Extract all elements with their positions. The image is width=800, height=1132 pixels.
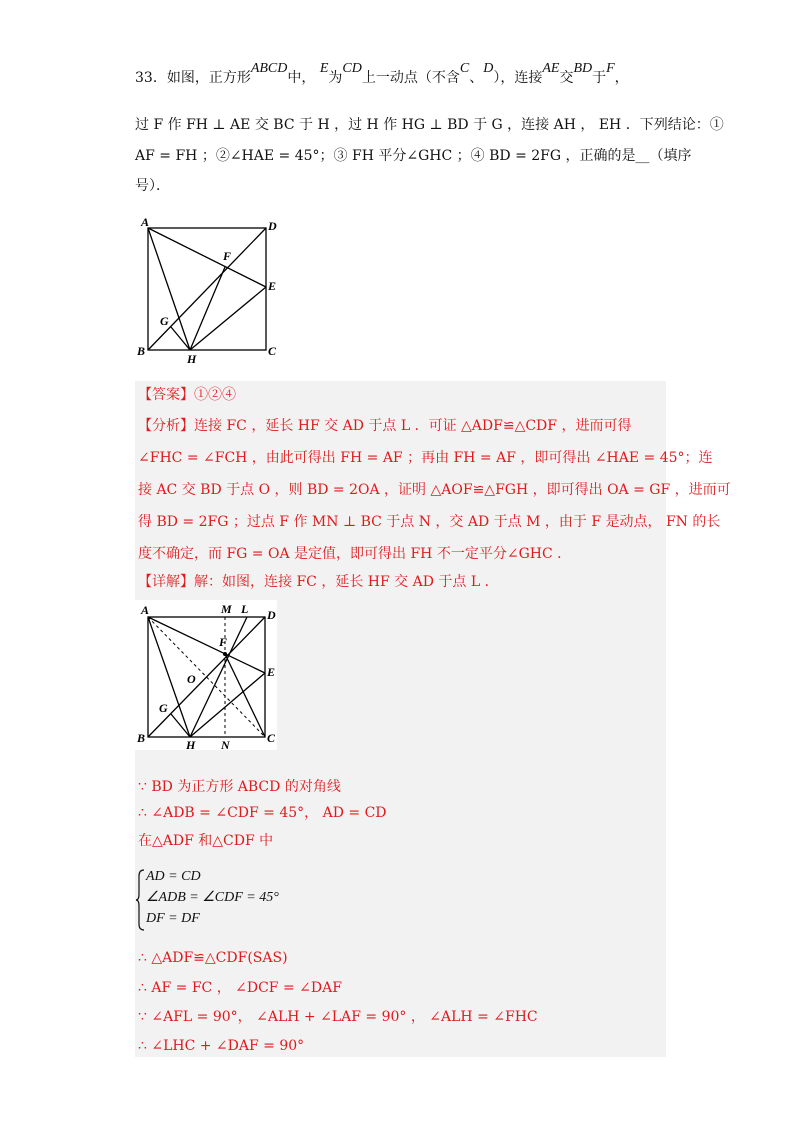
label-c: C [268,344,277,358]
question-line-2: 过 F 作 FH ⊥ AE 交 BC 于 H ，过 H 作 HG ⊥ BD 于 G ，连接 AH ， EH ．下列结论：① [135,117,724,133]
text: 为 [328,70,343,86]
math-c: C [459,61,470,76]
analysis-line-5: 度不确定，而 FG = OA 是定值，即可得出 FH 不一定平分∠GHC ． [138,546,572,562]
text: ），连接 [493,70,543,86]
proof-line-4: ∴ △ADF≌△CDF(SAS) [138,950,288,966]
segment-hg-2 [171,714,190,737]
label-d-2: D [267,608,276,622]
text: 于 [592,70,607,86]
question-line-1 [135,61,629,89]
label-m: M [221,602,232,616]
detail-intro: 解：如图，连接 FC ，延长 HF 交 AD 于点 L ． [194,574,499,590]
question-line-4: 号）． [135,178,170,194]
text: 、 [469,70,484,86]
label-c-2: C [267,731,276,745]
system-line-2: ∠ADB = ∠CDF = 45° [146,890,279,905]
analysis-tag: 【分析】 [138,418,194,434]
label-f-2: F [219,635,228,649]
label-l: L [241,602,249,616]
text: 交 [559,70,574,86]
label-n: N [221,738,230,750]
system-line-3: DF = DF [146,911,200,926]
answer-value: ①②④ [194,387,236,403]
answer-tag: 【答案】 [138,387,194,403]
system-line-1: AD = CD [146,869,201,884]
segment-ah-2 [148,617,190,737]
label-f: F [223,249,232,263]
math-cd: CD [342,61,362,76]
math-ae: AE [542,61,560,76]
label-e-2: E [267,665,276,679]
question-number-text: 33．如图，正方形 [135,70,251,86]
question-line-3: AF = FH ；②∠HAE = 45°；③ FH 平分∠GHC ；④ BD = 2FG ，正确的是__（填序 [135,148,692,164]
math-bd: BD [573,61,593,76]
proof-line-1: ∵ BD 为正方形 ABCD 的对角线 [138,779,341,795]
analysis-line-2: ∠FHC = ∠FCH ，由此可得出 FH = AF ；再由 FH = AF ，即可得出 ∠HAE = 45°；连 [138,450,713,466]
detail-line [138,572,499,592]
label-o: O [187,672,196,686]
segment-ae-2 [148,617,265,673]
analysis-line-1 [138,416,631,436]
segment-he [190,287,266,350]
analysis-text: 连接 FC ，延长 HF 交 AD 于点 L ．可证 △ADF≌△CDF ，进而可得 [194,418,632,434]
proof-line-3: 在△ADF 和△CDF 中 [138,833,274,849]
label-g-2: G [159,701,168,715]
math-abcd: ABCD [250,61,288,76]
math-e: E [319,61,329,76]
label-d: D [268,219,277,233]
segment-fc [225,654,265,737]
segment-hg [171,327,190,350]
math-d: D [483,61,494,76]
proof-line-6: ∵ ∠AFL = 90°， ∠ALH + ∠LAF = 90° ， ∠ALH = ∠FHC [138,1009,538,1025]
label-a: A [141,215,150,229]
math-f: F [606,61,615,76]
equation-system-brace [136,868,146,932]
label-b: B [137,344,146,358]
label-e: E [268,279,277,293]
analysis-line-3: 接 AC 交 BD 于点 O ，则 BD = 2OA ，证明 △AOF≌△FGH ，即可得出 OA = GF ，进而可 [138,482,731,498]
figure-2-square-diagram [135,600,277,750]
proof-line-7: ∴ ∠LHC + ∠DAF = 90° [138,1038,305,1054]
text: 中， [287,70,316,86]
text: ， [614,70,629,86]
label-h: H [187,352,197,365]
answer-line [138,385,236,405]
label-g: G [160,314,169,328]
proof-line-2: ∴ ∠ADB = ∠CDF = 45°， AD = CD [138,805,387,821]
proof-line-5: ∴ AF = FC ， ∠DCF = ∠DAF [138,980,342,996]
text: 上一动点（不含 [361,70,460,86]
detail-tag: 【详解】 [138,574,194,590]
label-a-2: A [141,603,150,617]
label-b-2: B [137,731,146,745]
diagonal-bd [148,228,266,350]
label-h-2: H [186,738,196,750]
segment-hf [190,267,225,350]
figure-1-square-diagram [135,215,285,365]
analysis-line-4: 得 BD = 2FG ；过点 F 作 MN ⊥ BC 于点 N ，交 AD 于点 M ，由于 F 是动点， FN 的长 [138,514,721,530]
point-f [223,652,227,656]
